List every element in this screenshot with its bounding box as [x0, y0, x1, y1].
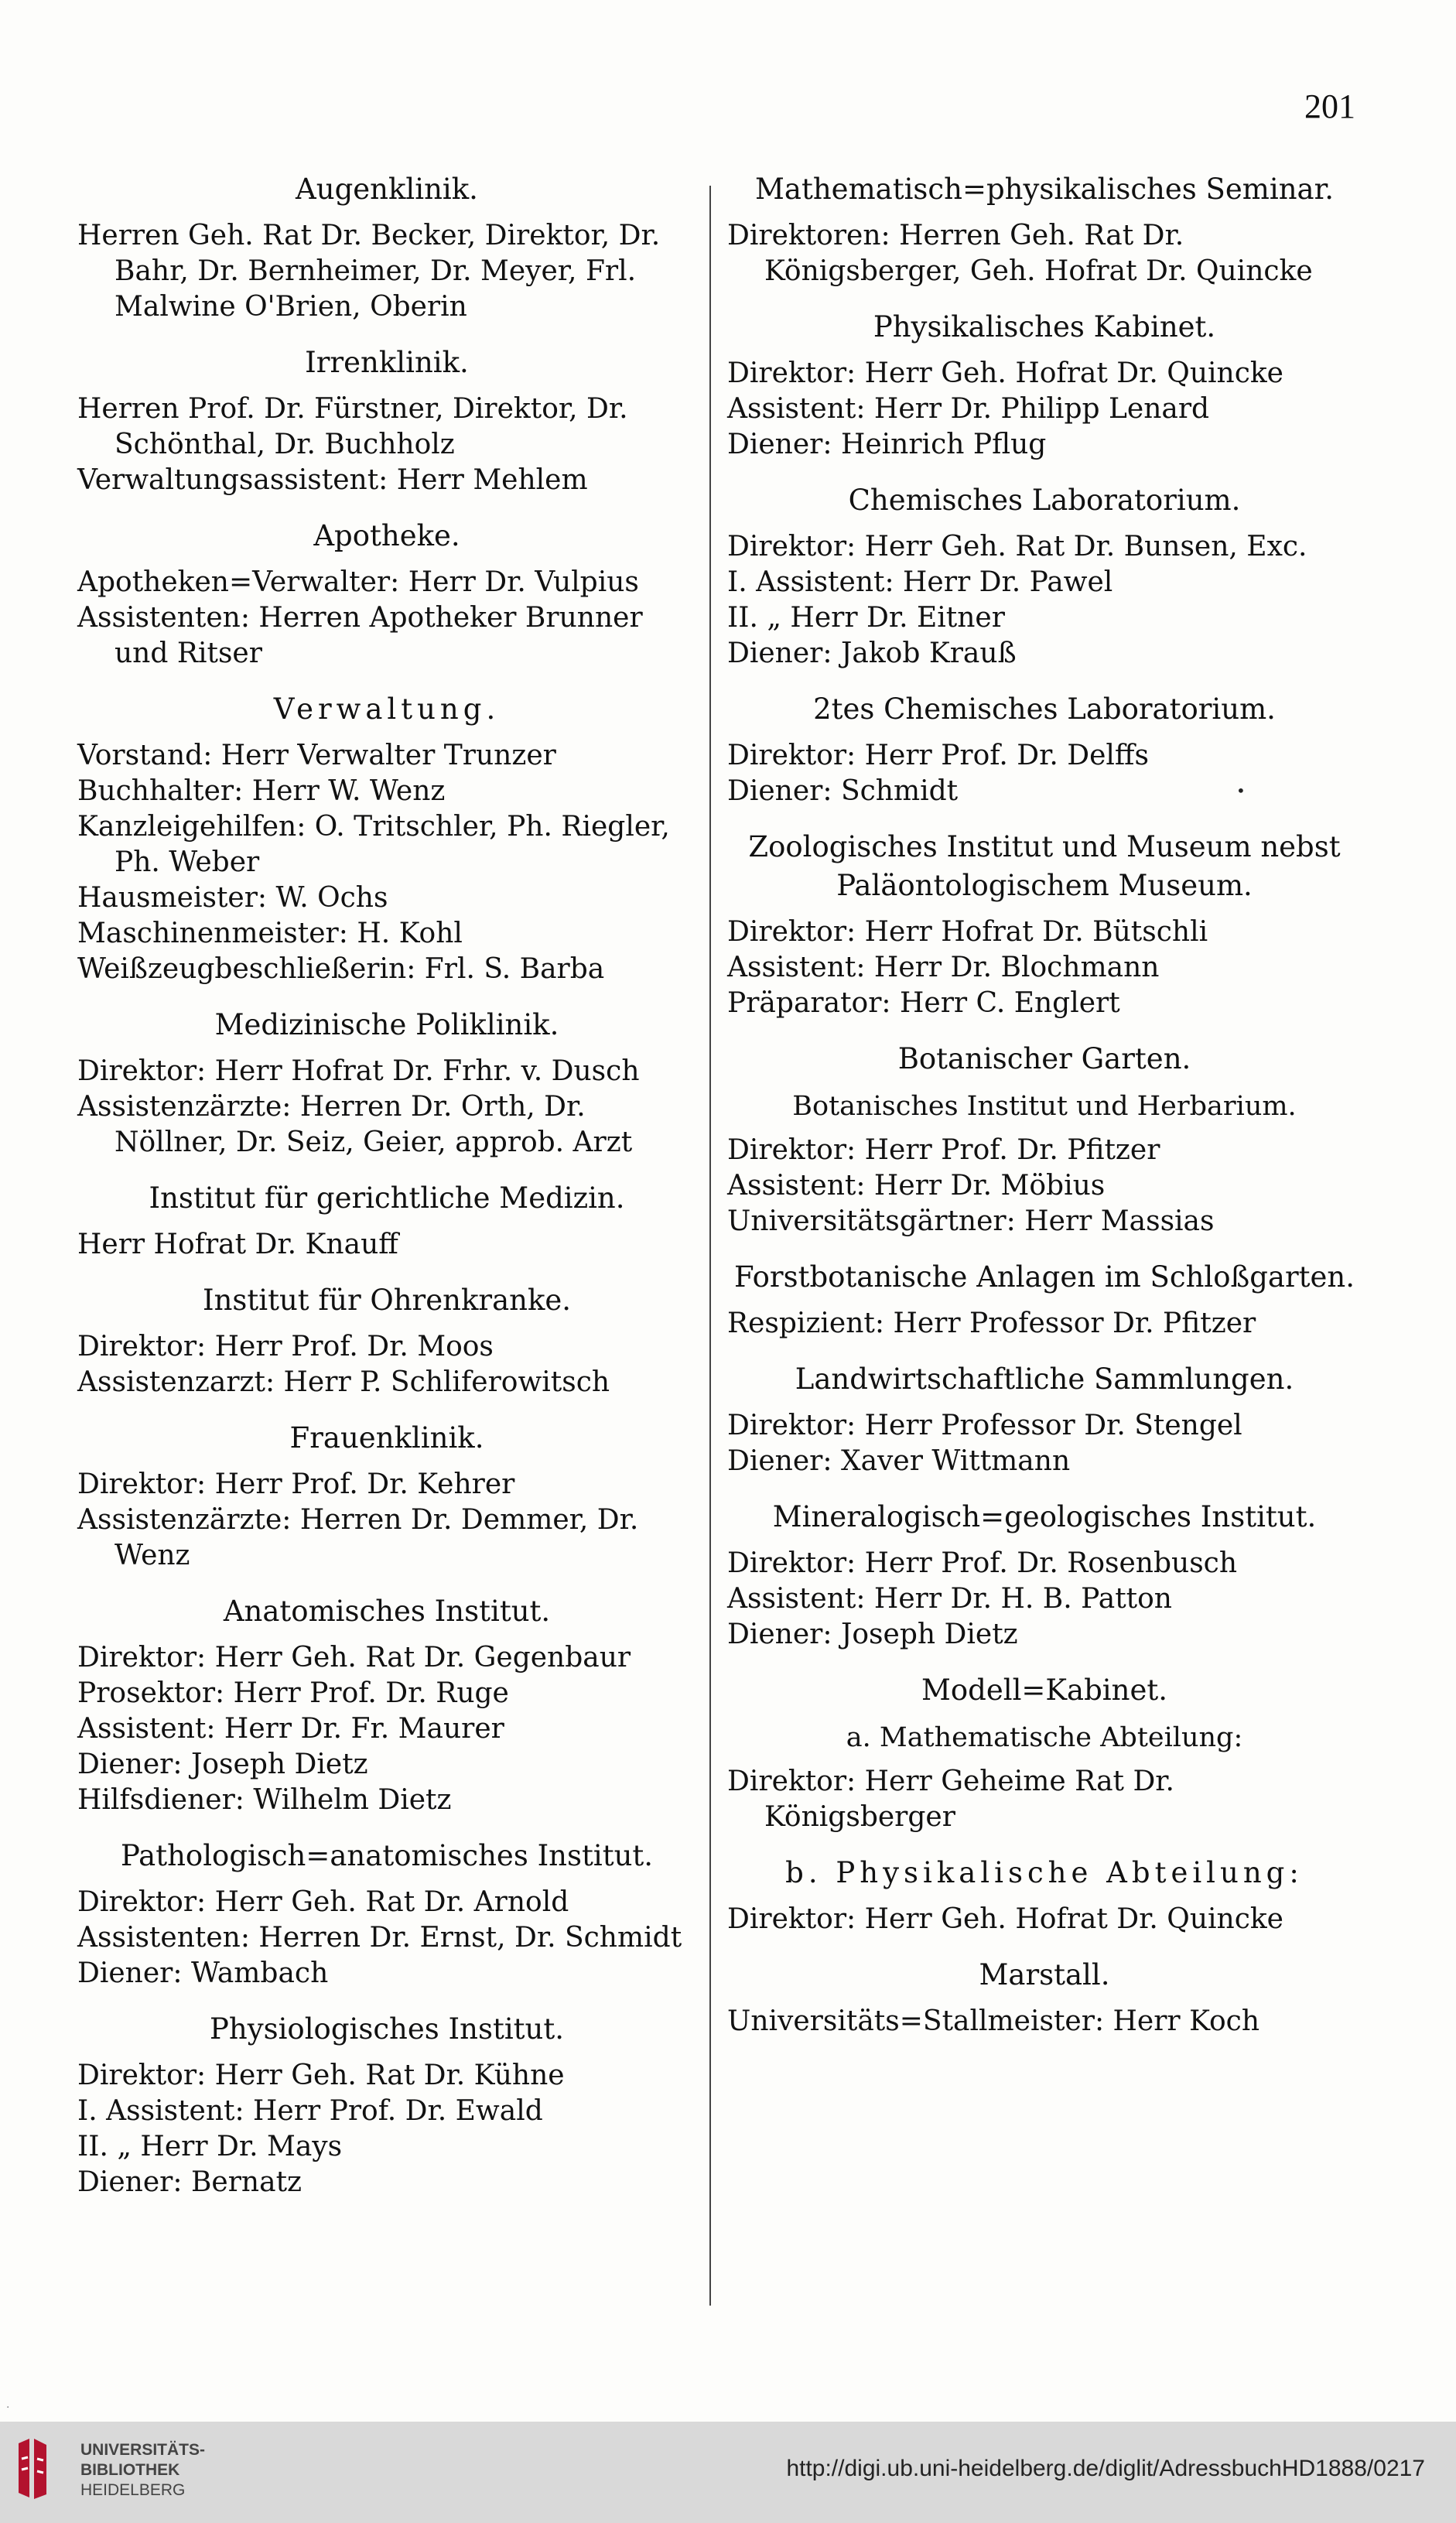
section-heading: Landwirtschaftliche Sammlungen. [795, 1362, 1294, 1396]
section-heading: Pathologisch=anatomisches Institut. [120, 1839, 654, 1872]
directory-entry: Diener: Jakob Krauß [727, 638, 1017, 669]
directory-entry: Direktor: Herr Geh. Rat Dr. Arnold [77, 1886, 569, 1918]
section-heading: Institut für gerichtliche Medizin. [149, 1181, 625, 1215]
left-section [77, 1006, 696, 1161]
directory-entry: Direktor: Herr Hofrat Dr. Bütschli [727, 916, 1208, 948]
right-column [727, 170, 1362, 2058]
directory-entry: Direktor: Herr Hofrat Dr. Frhr. v. Dusch [77, 1055, 640, 1087]
directory-entry: Universitäts=Stallmeister: Herr Koch [727, 2005, 1260, 2037]
source-url-link[interactable]: http://digi.ub.uni-heidelberg.de/diglit/AdressbuchHD1888/0217 [786, 2456, 1425, 2481]
directory-entry: Direktor: Herr Prof. Dr. Pfitzer [727, 1134, 1160, 1166]
directory-entry: Respizient: Herr Professor Dr. Pfitzer [727, 1308, 1256, 1339]
directory-entry: Assistenzärzte: Herren Dr. Demmer, Dr. Wenz [77, 1504, 639, 1571]
directory-entry: Direktoren: Herren Geh. Rat Dr. Königsberger, Geh. Hofrat Dr. Quincke [727, 220, 1313, 287]
directory-entry: Hausmeister: W. Ochs [77, 882, 388, 914]
directory-entry: Direktor: Herr Prof. Dr. Rosenbusch [727, 1547, 1238, 1579]
directory-entry: Buchhalter: Herr W. Wenz [77, 775, 446, 807]
left-section [77, 1179, 696, 1263]
directory-entry: I. Assistent: Herr Dr. Pawel [727, 566, 1113, 598]
right-section [727, 481, 1362, 672]
left-section [77, 170, 696, 325]
section-subheading: Botanisches Institut und Herbarium. [792, 1091, 1297, 1122]
left-section [77, 517, 696, 672]
section-heading: Anatomisches Institut. [223, 1595, 551, 1628]
right-section [727, 1498, 1362, 1653]
directory-entry: Herren Geh. Rat Dr. Becker, Direktor, Dr. Bahr, Dr. Bernheimer, Dr. Meyer, Frl. Malwine O'Brien, Oberin [77, 220, 661, 323]
directory-entry: Assistent: Herr Dr. Möbius [727, 1170, 1106, 1202]
directory-entry: Herr Hofrat Dr. Knauff [77, 1229, 398, 1260]
section-heading: Zoologisches Institut und Museum nebst Paläontologischem Museum. [748, 830, 1341, 902]
heidelberg-library-logo-icon [14, 2436, 51, 2502]
directory-entry: Assistent: Herr Dr. Philipp Lenard [727, 393, 1210, 425]
directory-entry: Assistent: Herr Dr. H. B. Patton [727, 1583, 1172, 1615]
section-heading: Chemisches Laboratorium. [848, 484, 1241, 517]
scan-speck: · [6, 2402, 10, 2414]
section-heading: Forstbotanische Anlagen im Schloßgarten. [733, 1260, 1355, 1294]
page-number: 201 [1304, 87, 1355, 125]
directory-entry: Kanzleigehilfen: O. Tritschler, Ph. Riegler, Ph. Weber [77, 811, 670, 878]
left-section [77, 344, 696, 498]
section-heading: Modell=Kabinet. [921, 1673, 1167, 1707]
directory-entry: Direktor: Herr Geh. Rat Dr. Kühne [77, 2060, 565, 2091]
directory-entry: Direktor: Herr Geheime Rat Dr. Königsberger [727, 1766, 1175, 1833]
right-section [727, 170, 1362, 289]
directory-entry: I. Assistent: Herr Prof. Dr. Ewald [77, 2095, 543, 2127]
directory-entry: Universitätsgärtner: Herr Massias [727, 1205, 1215, 1237]
right-section [727, 1360, 1362, 1479]
right-section [727, 1956, 1362, 2039]
directory-entry: Herren Prof. Dr. Fürstner, Direktor, Dr. Schönthal, Dr. Buchholz [77, 393, 628, 460]
directory-entry: Apotheken=Verwalter: Herr Dr. Vulpius [77, 566, 639, 598]
right-section [727, 690, 1362, 809]
directory-entry: Direktor: Herr Geh. Rat Dr. Bunsen, Exc. [727, 531, 1307, 562]
library-name [80, 2440, 205, 2501]
directory-entry: Vorstand: Herr Verwalter Trunzer [77, 740, 556, 771]
section-heading: Botanischer Garten. [897, 1042, 1191, 1075]
directory-entry: Direktor: Herr Prof. Dr. Kehrer [77, 1468, 515, 1500]
column-divider [709, 186, 711, 2306]
directory-entry: Direktor: Herr Geh. Hofrat Dr. Quincke [727, 1903, 1283, 1935]
section-heading: Marstall. [979, 1958, 1110, 1991]
library-name-line: HEIDELBERG [80, 2481, 186, 2499]
left-section [77, 2010, 696, 2200]
directory-entry: Hilfsdiener: Wilhelm Dietz [77, 1784, 452, 1816]
section-heading: Institut für Ohrenkranke. [202, 1284, 572, 1317]
left-section [77, 1281, 696, 1400]
directory-entry: Direktor: Herr Geh. Hofrat Dr. Quincke [727, 357, 1283, 389]
directory-entry: Diener: Joseph Dietz [727, 1619, 1018, 1650]
directory-entry: Assistenten: Herren Apotheker Brunner und Ritser [77, 602, 643, 669]
section-heading: Augenklinik. [296, 173, 478, 206]
section-heading: Apotheke. [313, 519, 460, 552]
directory-entry: Diener: Bernatz [77, 2166, 302, 2198]
directory-entry: Direktor: Herr Geh. Rat Dr. Gegenbaur [77, 1642, 631, 1673]
directory-entry: Prosektor: Herr Prof. Dr. Ruge [77, 1677, 509, 1709]
right-section [727, 1258, 1362, 1342]
directory-entry: Maschinenmeister: H. Kohl [77, 918, 463, 949]
library-name-line: UNIVERSITÄTS- [80, 2441, 206, 2459]
right-section [727, 308, 1362, 463]
section-heading: Mineralogisch=geologisches Institut. [772, 1500, 1317, 1533]
directory-entry: Assistenzarzt: Herr P. Schliferowitsch [77, 1366, 610, 1398]
left-section [77, 1419, 696, 1574]
directory-entry: Diener: Xaver Wittmann [727, 1445, 1071, 1477]
footer-bar [0, 2422, 1456, 2523]
section-heading: Medizinische Poliklinik. [214, 1008, 559, 1041]
right-section [727, 1671, 1362, 1835]
directory-entry: II. „ Herr Dr. Mays [77, 2131, 343, 2162]
directory-entry: Assistenten: Herren Dr. Ernst, Dr. Schmidt [77, 1922, 682, 1954]
directory-entry: Direktor: Herr Prof. Dr. Delffs [727, 740, 1149, 771]
section-heading: Frauenklinik. [289, 1421, 484, 1455]
directory-entry: Weißzeugbeschließerin: Frl. S. Barba [77, 953, 605, 985]
scan-speck: • [1236, 781, 1246, 800]
directory-entry: Direktor: Herr Prof. Dr. Moos [77, 1331, 494, 1362]
section-heading: Physikalisches Kabinet. [873, 310, 1216, 344]
right-section [727, 1040, 1362, 1239]
section-heading: Verwaltung. [273, 692, 501, 726]
section-heading: Mathematisch=physikalisches Seminar. [755, 173, 1334, 206]
section-heading: b. Physikalische Abteilung: [785, 1856, 1304, 1889]
left-column [77, 170, 696, 2219]
directory-entry: Diener: Heinrich Pflug [727, 429, 1047, 460]
directory-entry: Verwaltungsassistent: Herr Mehlem [77, 464, 588, 496]
right-section [727, 828, 1362, 1021]
section-heading: 2tes Chemisches Laboratorium. [813, 692, 1276, 726]
left-section [77, 1837, 696, 1991]
directory-entry: Direktor: Herr Professor Dr. Stengel [727, 1410, 1242, 1441]
section-subheading: a. Mathematische Abteilung: [846, 1722, 1243, 1753]
section-heading: Irrenklinik. [305, 346, 469, 379]
right-section [727, 1854, 1362, 1937]
directory-entry: Präparator: Herr C. Englert [727, 987, 1120, 1019]
directory-entry: Diener: Joseph Dietz [77, 1749, 368, 1780]
directory-entry: Diener: Schmidt [727, 775, 959, 807]
library-name-line: BIBLIOTHEK [80, 2461, 180, 2479]
left-section [77, 690, 696, 987]
directory-entry: Assistent: Herr Dr. Fr. Maurer [77, 1713, 504, 1745]
left-section [77, 1592, 696, 1818]
directory-entry: Assistenzärzte: Herren Dr. Orth, Dr. Nöllner, Dr. Seiz, Geier, approb. Arzt [77, 1091, 633, 1158]
directory-entry: II. „ Herr Dr. Eitner [727, 602, 1005, 634]
directory-entry: Diener: Wambach [77, 1957, 329, 1989]
section-heading: Physiologisches Institut. [209, 2012, 564, 2046]
directory-entry: Assistent: Herr Dr. Blochmann [727, 952, 1160, 983]
